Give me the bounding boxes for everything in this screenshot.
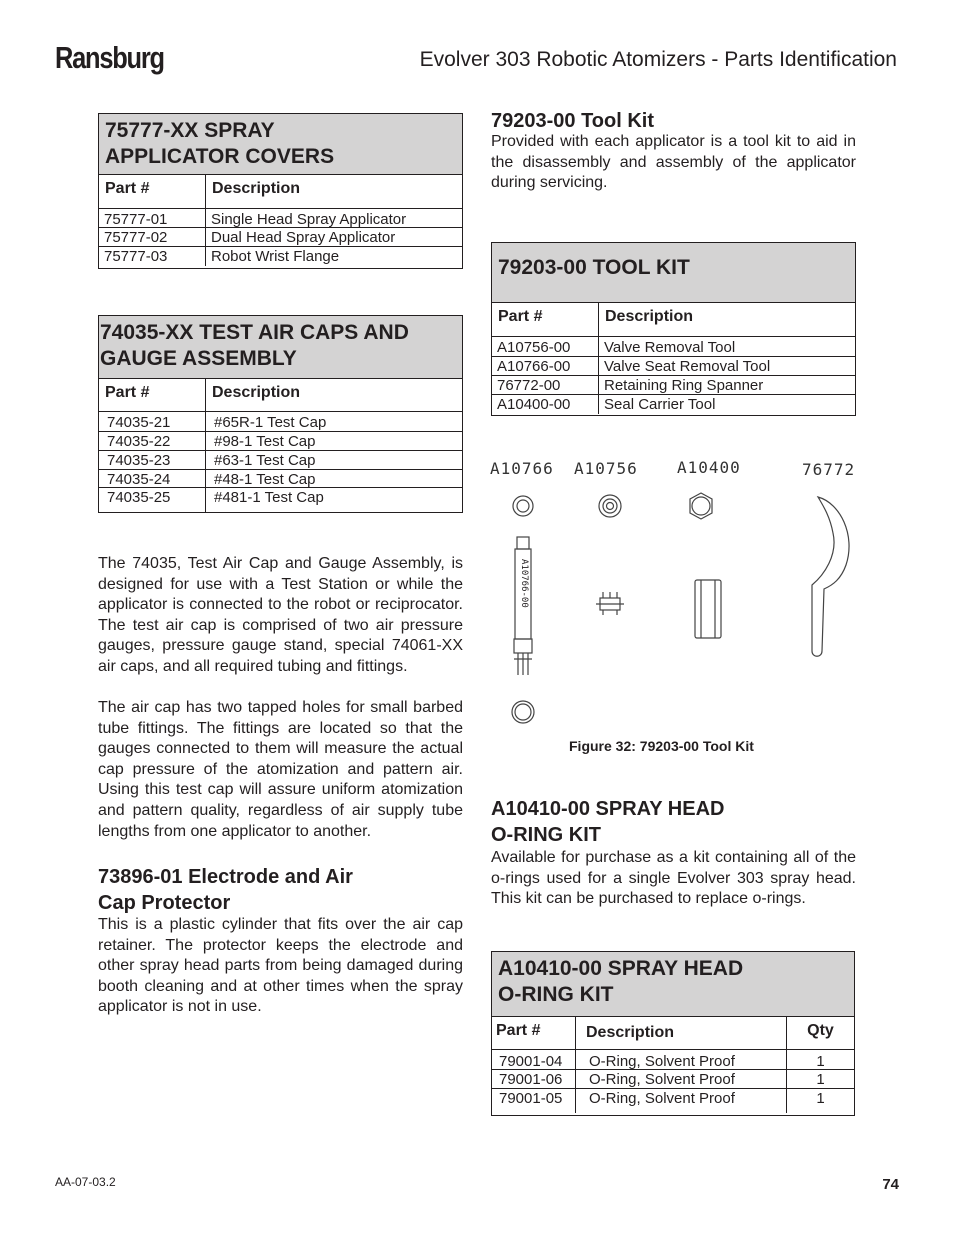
testcaps-table-body	[99, 412, 462, 512]
oring-table-body	[492, 1050, 854, 1113]
covers-table-header: Part # Description	[99, 175, 462, 209]
a10756-nut-icon	[599, 495, 621, 517]
table-row: 74035-24 #48-1 Test Cap	[99, 470, 462, 488]
toolkit-paragraph: Provided with each applicator is a tool kit to aid in the disassembly and assembly of the applicator during servicing.	[491, 133, 856, 192]
shaft-text: A10766-00	[519, 559, 529, 608]
figure-caption: Figure 32: 79203-00 Tool Kit	[569, 738, 754, 754]
table-row: 75777-01 Single Head Spray Applicator	[99, 209, 462, 228]
toolkit-table-header: Part # Description	[492, 303, 855, 337]
doc-code: AA-07-03.2	[55, 1175, 116, 1189]
toolkit-heading: 79203-00 Tool Kit	[491, 110, 655, 132]
label-a10756: A10756	[574, 459, 638, 478]
oring-heading: A10410-00 SPRAY HEAD O-RING KIT	[491, 798, 725, 846]
page-number: 74	[882, 1176, 899, 1193]
covers-table	[98, 113, 463, 269]
table-row: 75777-02 Dual Head Spray Applicator	[99, 228, 462, 247]
table-row: 74035-25 #481-1 Test Cap	[99, 488, 462, 512]
page-title: Evolver 303 Robotic Atomizers - Parts Identification	[419, 48, 897, 71]
table-row: 79001-05 O-Ring, Solvent Proof 1	[492, 1089, 854, 1113]
table-row: 76772-00 Retaining Ring Spanner	[492, 376, 855, 395]
testcaps-table-title: 74035-XX TEST AIR CAPS AND GAUGE ASSEMBLY	[99, 316, 462, 379]
spanner-icon	[812, 497, 849, 656]
table-row: A10400-00 Seal Carrier Tool	[492, 395, 855, 414]
a10756-body-icon	[596, 592, 624, 615]
table-row: A10756-00 Valve Removal Tool	[492, 337, 855, 357]
table-row: 74035-23 #63-1 Test Cap	[99, 451, 462, 470]
table-row: 74035-21 #65R-1 Test Cap	[99, 412, 462, 432]
oring-paragraph: Available for purchase as a kit containing all of the o-rings used for a single Evolver 303 spray head. This kit can be purchased to replace o-rings.	[491, 849, 856, 908]
protector-heading: 73896-01 Electrode and Air Cap Protector	[98, 866, 353, 914]
a10766-ring-icon	[513, 496, 533, 516]
table-row: 79001-06 O-Ring, Solvent Proof 1	[492, 1070, 854, 1089]
table-row: 75777-03 Robot Wrist Flange	[99, 247, 462, 266]
toolkit-table-title: 79203-00 TOOL KIT	[492, 243, 855, 303]
table-row: A10766-00 Valve Seat Removal Tool	[492, 357, 855, 376]
toolkit-table-body	[492, 337, 855, 414]
protector-paragraph: This is a plastic cylinder that fits over the air cap retainer. The protector keeps the electrode and other spray head parts from being damaged during booth cleaning and at other times when the spray applicator is not in use.	[98, 916, 463, 1016]
table-row: 74035-22 #98-1 Test Cap	[99, 432, 462, 451]
brand-logo: Ransburg	[55, 40, 164, 75]
label-a10766: A10766	[490, 459, 554, 478]
test-cap-paragraph-1: The 74035, Test Air Cap and Gauge Assembly, is designed for use with a Test Station or while the applicator is connected to the robot or reciprocator. The test air cap is comprised of two air pressure gauges, pressure gauge stand, special 74061-XX air caps, and all required tubing and fittings.	[98, 555, 463, 675]
label-a10400: A10400	[677, 458, 741, 477]
testcaps-table-header: Part # Description	[99, 379, 462, 412]
table-row: 79001-04 O-Ring, Solvent Proof 1	[492, 1050, 854, 1070]
oring-table-title: A10410-00 SPRAY HEAD O-RING KIT	[492, 952, 854, 1017]
oring-table	[491, 951, 855, 1116]
toolkit-figure	[488, 455, 860, 735]
a10400-cylinder-icon	[695, 580, 721, 638]
toolkit-table	[491, 242, 856, 416]
label-76772: 76772	[802, 460, 856, 479]
covers-table-body	[99, 209, 462, 266]
oring-table-header: Part # Description Qty	[492, 1017, 854, 1050]
covers-table-title: 75777-XX SPRAY APPLICATOR COVERS	[99, 114, 462, 175]
test-cap-paragraph-2: The air cap has two tapped holes for small barbed tube fittings. The fittings are located so that the gauges connected to them will measure the actual cap pressure of the atomization and pattern air. Using this test cap will assure uniform atomization and pattern quality, regardless of air supply tube lengths from one applicator to another.	[98, 699, 463, 840]
testcaps-table	[98, 315, 463, 513]
toolkit-drawing	[488, 455, 860, 735]
